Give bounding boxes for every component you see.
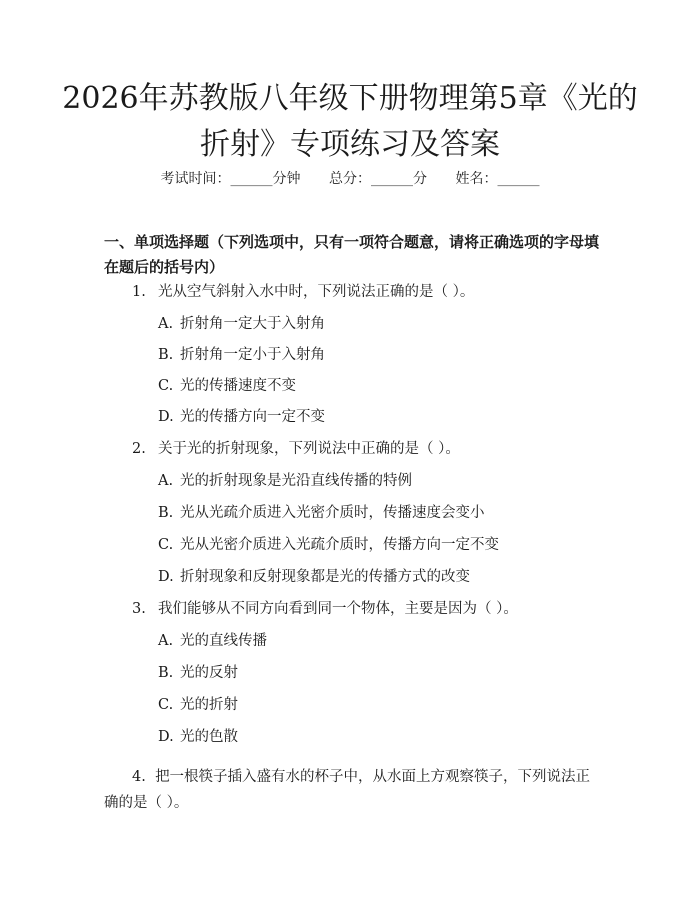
- option-3d: [158, 726, 238, 748]
- exam-time: 考试时间：______分钟: [160, 171, 301, 187]
- option-1d: [158, 406, 325, 428]
- option-text: 光从光疏介质进入光密介质时，传播速度会变小: [180, 505, 485, 521]
- option-letter: B.: [158, 505, 174, 521]
- option-text: 折射角一定小于入射角: [180, 347, 325, 363]
- exam-meta: [0, 168, 700, 188]
- option-text: 光从光密介质进入光疏介质时，传播方向一定不变: [180, 537, 499, 553]
- option-text: 折射现象和反射现象都是光的传播方式的改变: [180, 569, 470, 585]
- option-text: 光的反射: [180, 665, 238, 681]
- question-text: 把一根筷子插入盛有水的杯子中，从水面上方观察筷子，下列说法正确的是（ ）。: [104, 769, 591, 811]
- question-3: [132, 598, 518, 620]
- question-2: [132, 438, 460, 460]
- option-1a: [158, 313, 325, 335]
- option-text: 光的传播方向一定不变: [180, 409, 325, 425]
- option-2d: [158, 566, 470, 588]
- option-3b: [158, 662, 238, 684]
- option-letter: C.: [158, 697, 174, 713]
- option-1c: [158, 375, 296, 397]
- question-text: 光从空气斜射入水中时，下列说法正确的是（ ）。: [158, 284, 475, 300]
- option-letter: A.: [158, 316, 174, 332]
- option-letter: D.: [158, 409, 174, 425]
- section-title: 一、单项选择题（下列选项中，只有一项符合题意，请将正确选项的字母填在题后的括号内）: [104, 233, 600, 276]
- option-letter: D.: [158, 729, 174, 745]
- question-number: 2.: [132, 441, 146, 457]
- question-text: 关于光的折射现象，下列说法中正确的是（ ）。: [158, 441, 460, 457]
- option-2c: [158, 534, 499, 556]
- question-text: 我们能够从不同方向看到同一个物体，主要是因为（ ）。: [158, 601, 518, 617]
- student-name: 姓名：______: [455, 171, 540, 187]
- option-letter: B.: [158, 347, 174, 363]
- option-1b: [158, 344, 325, 366]
- question-number: 1.: [132, 284, 146, 300]
- option-3a: [158, 630, 267, 652]
- option-3c: [158, 694, 238, 716]
- option-text: 折射角一定大于入射角: [180, 316, 325, 332]
- option-2a: [158, 470, 412, 492]
- option-text: 光的色散: [180, 729, 238, 745]
- page-title: 2026年苏教版八年级下册物理第5章《光的折射》专项练习及答案: [62, 81, 638, 162]
- option-text: 光的直线传播: [180, 633, 267, 649]
- question-number: 4.: [132, 769, 146, 785]
- option-text: 光的折射: [180, 697, 238, 713]
- question-number: 3.: [132, 601, 146, 617]
- option-letter: A.: [158, 473, 174, 489]
- option-letter: C.: [158, 378, 174, 394]
- option-letter: B.: [158, 665, 174, 681]
- option-letter: C.: [158, 537, 174, 553]
- question-4: [104, 764, 604, 816]
- option-text: 光的折射现象是光沿直线传播的特例: [180, 473, 412, 489]
- option-text: 光的传播速度不变: [180, 378, 296, 394]
- exam-score: 总分：______分: [329, 171, 427, 187]
- question-1: [132, 281, 474, 303]
- option-2b: [158, 502, 485, 524]
- option-letter: D.: [158, 569, 174, 585]
- option-letter: A.: [158, 633, 174, 649]
